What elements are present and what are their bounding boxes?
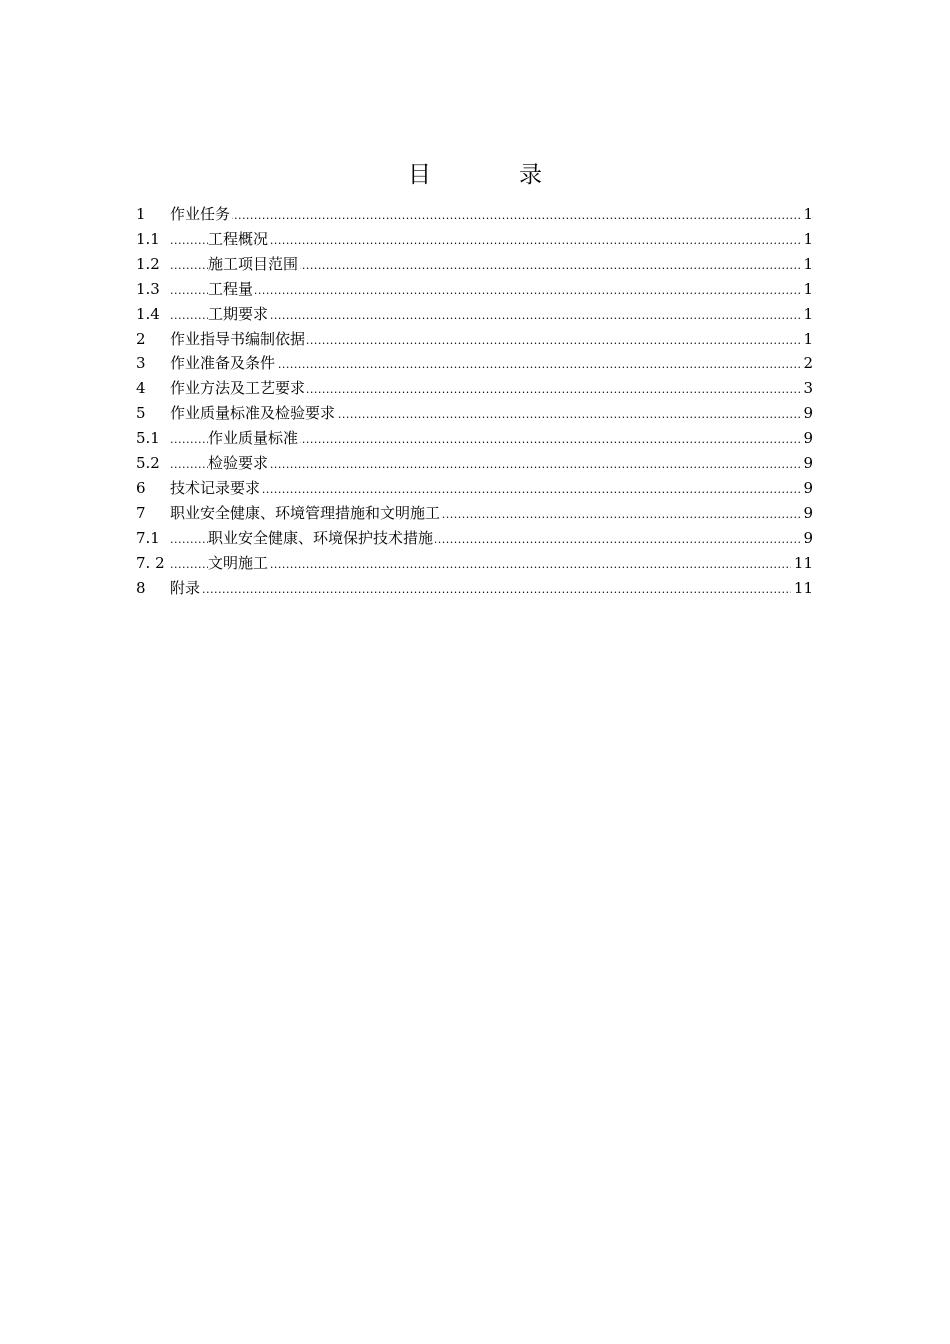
toc-entry-page: 1	[800, 227, 813, 252]
toc-entry-page: 9	[800, 451, 813, 476]
toc-leader-dots	[170, 476, 800, 502]
toc-entry-page: 11	[791, 551, 813, 576]
toc-leader-dots	[170, 202, 800, 228]
toc-entry-title: 技术记录要求	[170, 476, 262, 501]
toc-entry-page: 1	[800, 327, 813, 352]
toc-entry-page: 9	[800, 526, 813, 551]
toc-entry[interactable]	[0, 401, 950, 426]
toc-entry[interactable]	[0, 476, 950, 501]
toc-entry[interactable]	[0, 501, 950, 526]
toc-entry-title: 作业准备及条件	[170, 351, 277, 376]
toc-title	[0, 156, 950, 189]
toc-entry-page: 1	[800, 252, 813, 277]
toc-entry-page: 2	[800, 351, 813, 376]
toc-entry-number: 1.4	[136, 304, 160, 323]
toc-entry-title: 工期要求	[208, 302, 270, 327]
toc-leader-dots	[170, 576, 800, 602]
toc-entry[interactable]	[0, 551, 950, 576]
toc-entry[interactable]	[0, 252, 950, 277]
toc-entry-page: 1	[800, 277, 813, 302]
toc-entry-number: 6	[136, 478, 146, 497]
toc-entry-page: 11	[791, 576, 813, 601]
toc-entry[interactable]	[0, 451, 950, 476]
toc-entry-number: 1.1	[136, 229, 160, 248]
toc-entry-title: 施工项目范围	[208, 252, 300, 277]
toc-entry-title: 职业安全健康、环境保护技术措施	[208, 526, 435, 551]
toc-entry-number: 7	[136, 503, 146, 522]
toc-entry[interactable]	[0, 202, 950, 227]
toc-entry-number: 1.3	[136, 279, 160, 298]
toc-entry-number: 8	[136, 578, 146, 597]
toc-entry[interactable]	[0, 376, 950, 401]
toc-entry-number: 1	[136, 205, 146, 223]
toc-title-part2: 录	[519, 162, 542, 188]
toc-entry-page: 1	[800, 302, 813, 327]
toc-entry[interactable]	[0, 327, 950, 352]
toc-entry-title: 作业指导书编制依据	[170, 327, 307, 352]
toc-entry-number: 2	[136, 329, 146, 348]
toc-entry[interactable]	[0, 526, 950, 551]
toc-entry-page: 1	[800, 202, 813, 227]
toc-entry-number: 4	[136, 379, 146, 398]
toc-entry[interactable]	[0, 426, 950, 451]
toc-entry-number: 3	[136, 354, 146, 373]
toc-entry-title: 作业任务	[170, 202, 232, 227]
toc-entry-title: 工程概况	[208, 227, 270, 252]
toc-entry-number: 5	[136, 404, 146, 423]
toc-entry-page: 3	[800, 376, 813, 401]
toc-entry-number: 5.1	[136, 429, 160, 448]
toc-entry-title: 工程量	[208, 277, 255, 302]
toc-entry-title: 作业方法及工艺要求	[170, 376, 307, 401]
toc-leader-dots	[170, 277, 800, 303]
toc-entry[interactable]	[0, 576, 950, 601]
toc-entry-title: 附录	[170, 576, 202, 601]
toc-entry-number: 5.2	[136, 454, 160, 472]
toc-entry-page: 9	[800, 501, 813, 526]
toc-title-part1: 目	[408, 162, 431, 188]
toc-entry-title: 检验要求	[208, 451, 270, 476]
toc-entry-title: 职业安全健康、环境管理措施和文明施工	[170, 501, 442, 526]
toc-entry-number: 7.1	[136, 528, 160, 547]
toc-entry[interactable]	[0, 302, 950, 327]
toc-entry-page: 9	[800, 426, 813, 451]
toc-entry-page: 9	[800, 401, 813, 426]
toc-entry-number: 7. 2	[136, 553, 165, 572]
toc-entry-page: 9	[800, 476, 813, 501]
toc-entry-title: 文明施工	[208, 551, 270, 576]
toc-entry[interactable]	[0, 227, 950, 252]
toc-entry[interactable]	[0, 277, 950, 302]
toc-entry[interactable]	[0, 351, 950, 376]
toc-entry-title: 作业质量标准及检验要求	[170, 401, 337, 426]
toc-entry-title: 作业质量标准	[208, 426, 300, 451]
toc-entry-number: 1.2	[136, 254, 160, 273]
